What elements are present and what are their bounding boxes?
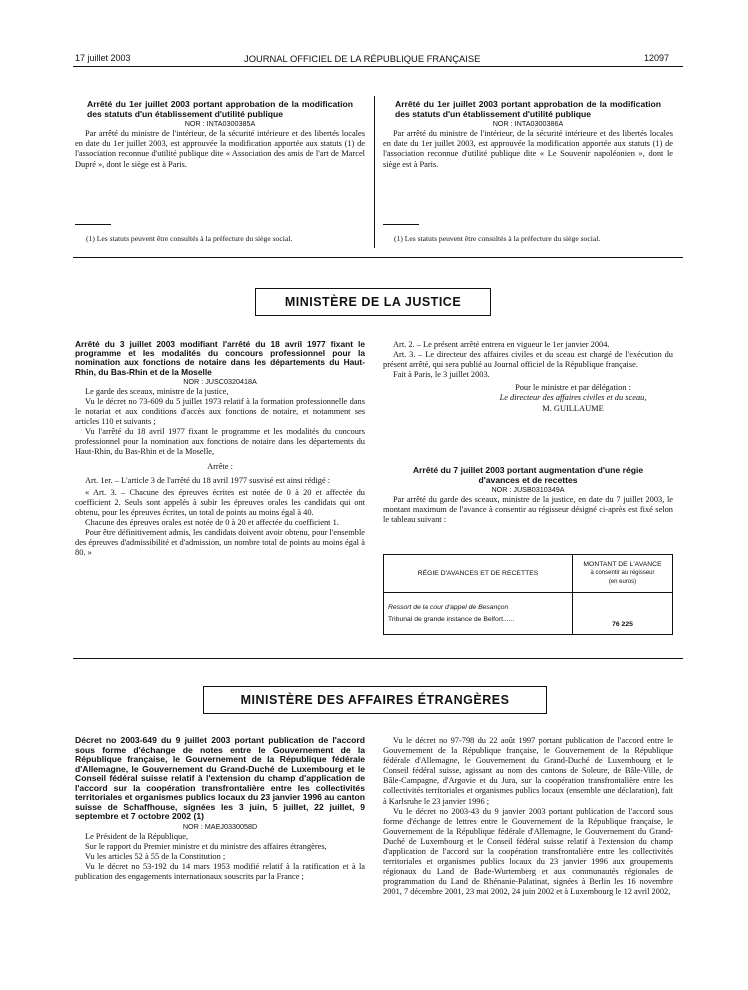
decree-top-left xyxy=(75,100,365,170)
decree-title: Arrêté du 3 juillet 2003 modifiant l'arrêté du 18 avril 1977 fixant le programme et les modalités du concours professionnel pour la nomination aux fonctions de notaire dans les départements du Haut-Rhin, du Bas-Rhin et de la Moselle xyxy=(75,339,365,377)
signature-role: Le directeur des affaires civiles et du sceau, xyxy=(499,393,647,403)
nor-reference: NOR : INTA0300386A xyxy=(492,119,564,129)
signature-name: M. GUILLAUME xyxy=(542,403,604,413)
decree-paragraph: Sur le rapport du Premier ministre et du ministre des affaires étrangères, xyxy=(85,841,327,851)
article-3-text: « Art. 3. – Chacune des épreuves écrites est notée de 0 à 20 et affectée du coefficient 2. Seuls sont appelés à subir les épreuves orales les candidats qui ont obtenu, pour les épreuves écrites, un total de points au moins égal à 40. xyxy=(75,487,365,517)
decree-paragraph: Le Président de la République, xyxy=(85,831,189,841)
article-2: Art. 2. – Le présent arrêté entrera en vigueur le 1er janvier 2004. xyxy=(393,340,610,349)
nor-reference: NOR : JUSB0310349A xyxy=(491,485,565,495)
decree-paragraph: Vu le décret no 73-609 du 5 juillet 1973 relatif à la formation professionnelle dans le notariat et aux conditions d'accès aux fonctions de notaire, et notamment ses articles 110 et suivants ; xyxy=(75,397,365,427)
article-3: Art. 3. – Le directeur des affaires civiles et du sceau est chargé de l'exécution du présent arrêté, qui sera publié au Journal officiel de la République française. xyxy=(383,350,673,370)
nor-reference: NOR : INTA0300385A xyxy=(184,119,256,129)
decree-top-right xyxy=(383,100,673,170)
footnote-rule xyxy=(383,224,419,225)
table-cell-tribunal: Tribunal de grande instance de Belfort...... xyxy=(388,615,515,623)
decree-justice-notary xyxy=(75,340,365,558)
decree-paragraph: Vu le décret no 53-192 du 14 mars 1953 modifié relatif à la ratification et à la publication des engagements internationaux souscrits par la France ; xyxy=(75,861,365,881)
arrete-label: Arrête : xyxy=(207,461,233,471)
decree-body: Par arrêté du garde des sceaux, ministre de la justice, en date du 7 juillet 2003, le montant maximum de l'avance à consentir au régisseur désigné ci-après est fixé selon le tableau suivant : xyxy=(383,495,673,525)
footnote-rule xyxy=(75,224,111,225)
decree-title: Arrêté du 1er juillet 2003 portant approbation de la modification des statuts d'un établissement d'utilité publique xyxy=(395,99,661,119)
decree-body: Par arrêté du ministre de l'intérieur, de la sécurité intérieure et des libertés locales en date du 1er juillet 2003, est approuvée la modification apportée aux statuts (1) de l'association reconnue d'utilité publique dite « Association des amis de l'art de Marcel Dupré », dont le siège est à Paris. xyxy=(75,129,365,169)
ministry-foreign-affairs-heading: MINISTÈRE DES AFFAIRES ÉTRANGÈRES xyxy=(203,686,547,714)
column-divider xyxy=(374,96,375,248)
section-rule xyxy=(73,257,683,258)
header-date: 17 juillet 2003 xyxy=(75,53,131,63)
decree-paragraph: Chacune des épreuves orales est notée de 0 à 20 et affectée du coefficient 1. xyxy=(85,518,339,528)
decree-paragraph: Le garde des sceaux, ministre de la justice, xyxy=(85,386,229,396)
section-rule xyxy=(73,658,683,659)
table-header-regie: RÉGIE D'AVANCES ET DE RECETTES xyxy=(384,555,573,593)
decree-paragraph: Vu le décret no 97-798 du 22 août 1997 portant publication de l'accord entre le Gouvernement de la République française, le Gouvernement de la République fédérale d'Allemagne, le Gouvernement du Grand-Duché de Luxembourg et le Conseil fédéral suisse, agissant au nom des cantons de Soleure, de Bâle-Ville, de Bâle-Campagne, d'Argovie et du Jura, sur la coopération transfrontalière entre les collectivités territoriales et organismes publics locaux (ensemble une déclaration), fait à Karlsruhe le 23 janvier 1996 ; xyxy=(383,736,673,806)
decree-body: Par arrêté du ministre de l'intérieur, de la sécurité intérieure et des libertés locales en date du 1er juillet 2003, est approuvée la modification apportée aux statuts (1) de l'association reconnue d'utilité publique dite « Le Souvenir napoléonien », dont le siège est à Paris. xyxy=(383,129,673,169)
decree-paragraph: Vu le décret no 2003-43 du 9 janvier 2003 portant publication de l'accord sous forme d'échange de lettres entre le Gouvernement de la République française, le Gouvernement de la République fédérale d'Allemagne, le Gouvernement du Grand-Duché de Luxembourg et le Conseil fédéral suisse relatif à l'extension du champ d'application de l'accord sur la coopération transfrontalière entre les collectivités territoriales et organismes publics locaux du 23 janvier 1996 aux groupements régionaux du Land de Bade-Wurtemberg et aux communautés régionales de programmation du Land de Rhénanie-Palatinat, signées à Berlin les 16 novembre 2001, 7 décembre 2001, 23 mai 2002, 24 juin 2002 et à Luxembourg le 12 avril 2002, xyxy=(383,806,673,897)
footnote: (1) Les statuts peuvent être consultés à la préfecture du siège social. xyxy=(86,234,293,243)
decree-regie xyxy=(383,466,673,526)
table-row xyxy=(384,593,673,635)
footnote: (1) Les statuts peuvent être consultés à la préfecture du siège social. xyxy=(394,234,601,243)
header-journal-title: JOURNAL OFFICIEL DE LA RÉPUBLIQUE FRANÇAISE xyxy=(244,53,481,64)
decree-foreign-affairs xyxy=(75,736,365,882)
table-cell-court: Ressort de la cour d'appel de Besançon xyxy=(388,603,509,611)
decree-title: Décret no 2003-649 du 9 juillet 2003 portant publication de l'accord sous forme d'échange de notes entre le Gouvernement de la République française, le Gouvernement de la République fédérale d'Allemagne, le Gouvernement du Grand-Duché de Luxembourg et le Conseil fédéral suisse relatif à l'extension du champ d'application de l'accord sur la coopération transfrontalière entre les collectivités territoriales et organismes publics locaux du 23 janvier 1996 au canton suisse de Schaffhouse, signées les 3 juin, 5 juillet, 22 juillet, 9 septembre et 7 octobre 2002 (1) xyxy=(75,735,365,821)
decree-paragraph: Pour être définitivement admis, les candidats doivent avoir obtenu, pour l'ensemble des épreuves d'admissibilité et d'admission, un nombre total de points au moins égal à 80. » xyxy=(75,528,365,558)
nor-reference: NOR : MAEJ0330058D xyxy=(182,821,258,831)
decree-title: Arrêté du 7 juillet 2003 portant augmentation d'une régie d'avances et de recettes xyxy=(412,465,644,485)
nor-reference: NOR : JUSC0320418A xyxy=(183,376,257,386)
decree-title: Arrêté du 1er juillet 2003 portant approbation de la modification des statuts d'un établissement d'utilité publique xyxy=(87,99,353,119)
decree-justice-right xyxy=(383,340,673,414)
decree-paragraph: Vu les articles 52 à 55 de la Constitution ; xyxy=(85,851,226,861)
regie-table xyxy=(383,554,673,635)
decree-foreign-affairs-continued xyxy=(383,736,673,898)
header-page-number: 12097 xyxy=(644,53,670,63)
table-header-montant: MONTANT DE L'AVANCE à consentir au régisseur (en euros) xyxy=(573,555,673,593)
ministry-justice-heading: MINISTÈRE DE LA JUSTICE xyxy=(255,288,491,316)
decree-paragraph: Vu l'arrêté du 18 avril 1977 fixant le programme et les modalités du concours professionnel pour la nomination aux fonctions de notaire dans les départements du Haut-Rhin, du Bas-Rhin et de la Moselle, xyxy=(75,427,365,457)
header-rule xyxy=(73,66,683,67)
signature-line: Pour le ministre et par délégation : xyxy=(515,383,631,393)
article-1: Art. 1er. – L'article 3 de l'arrêté du 18 avril 1977 susvisé est ainsi rédigé : xyxy=(85,475,331,485)
table-cell-amount: 76 225 xyxy=(573,593,673,635)
signature-place-date: Fait à Paris, le 3 juillet 2003. xyxy=(393,370,490,380)
